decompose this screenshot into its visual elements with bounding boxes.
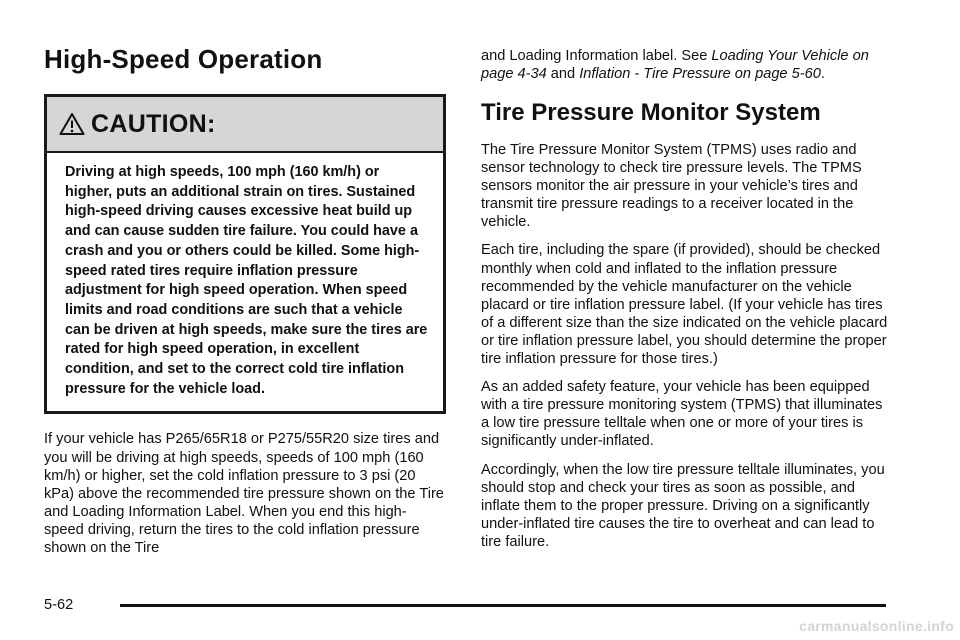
high-speed-operation-heading: High-Speed Operation — [44, 44, 323, 74]
warning-triangle-icon — [59, 112, 85, 136]
tpms-paragraph-4: Accordingly, when the low tire pressure telltale illuminates, you should stop and check your tires as soon as possible, and inflate them to the proper pressure. Driving on a significantly under-inflated tire causes the tire to overheat and can lead to tire failure. — [481, 461, 885, 550]
tpms-paragraph-3: As an added safety feature, your vehicle has been equipped with a tire pressure monitoring system (TPMS) that illuminates a low tire pressure telltale when one or more of your tires is significantly under-inflated. — [481, 379, 883, 450]
tpms-paragraph-1: The Tire Pressure Monitor System (TPMS) uses radio and sensor technology to check tire pressure levels. The TPMS sensors monitor the air pressure in your vehicle’s tires and transmit tire pressure readings to a receiver located in the vehicle. — [481, 142, 862, 231]
intro-text-part: . — [820, 65, 825, 82]
intro-text-part: and — [546, 65, 580, 82]
page-number: 5-62 — [44, 597, 74, 613]
inflation-tire-pressure-link[interactable]: Inflation - Tire Pressure on page 5-60 — [579, 65, 821, 82]
caution-box — [44, 94, 446, 414]
watermark: carmanualsonline.info — [799, 618, 954, 634]
high-speed-paragraph: If your vehicle has P265/65R18 or P275/55R20 size tires and you will be driving at high speeds, speeds of 100 mph (160 km/h) or higher, set the cold inflation pressure to 3 psi (20 kPa) above the recommended tire pressure shown on the Tire and Loading Information Label. When you end this high-speed driving, return the tires to the cold inflation pressure shown on the Tire — [44, 431, 444, 556]
left-column — [44, 44, 446, 567]
intro-text-part: and Loading Information label. See — [481, 48, 712, 64]
right-column — [481, 48, 893, 561]
caution-title: CAUTION: — [91, 109, 216, 138]
caution-header — [47, 97, 443, 153]
tpms-heading: Tire Pressure Monitor System — [481, 99, 821, 126]
caution-text: Driving at high speeds, 100 mph (160 km/h) or higher, puts an additional strain on tires. Sustained high-speed driving causes excessive heat build up and can cause sudden tire failure. You could have a crash and you or others could be killed. Some high-speed rated tires require inflation pressure adjustment for high speed operation. When speed limits and road conditions are such that a vehicle can be driven at high speeds, make sure the tires are rated for high speed operation, in excellent condition, and set to the correct cold tire inflation pressure for the vehicle load. — [65, 164, 428, 397]
loading-your-vehicle-link[interactable]: Loading Your Vehicle on page 4-34 — [481, 48, 869, 82]
continued-paragraph — [481, 48, 893, 83]
footer-rule — [120, 604, 886, 607]
tpms-paragraph-2: Each tire, including the spare (if provided), should be checked monthly when cold and inflated to the inflation pressure recommended by the vehicle manufacturer on the vehicle placard or tire inflation pressure label. (If your vehicle has tires of a different size than the size indicated on the vehicle placard or tire inflation pressure label, you should determine the proper tire inflation pressure for those tires.) — [481, 242, 888, 368]
